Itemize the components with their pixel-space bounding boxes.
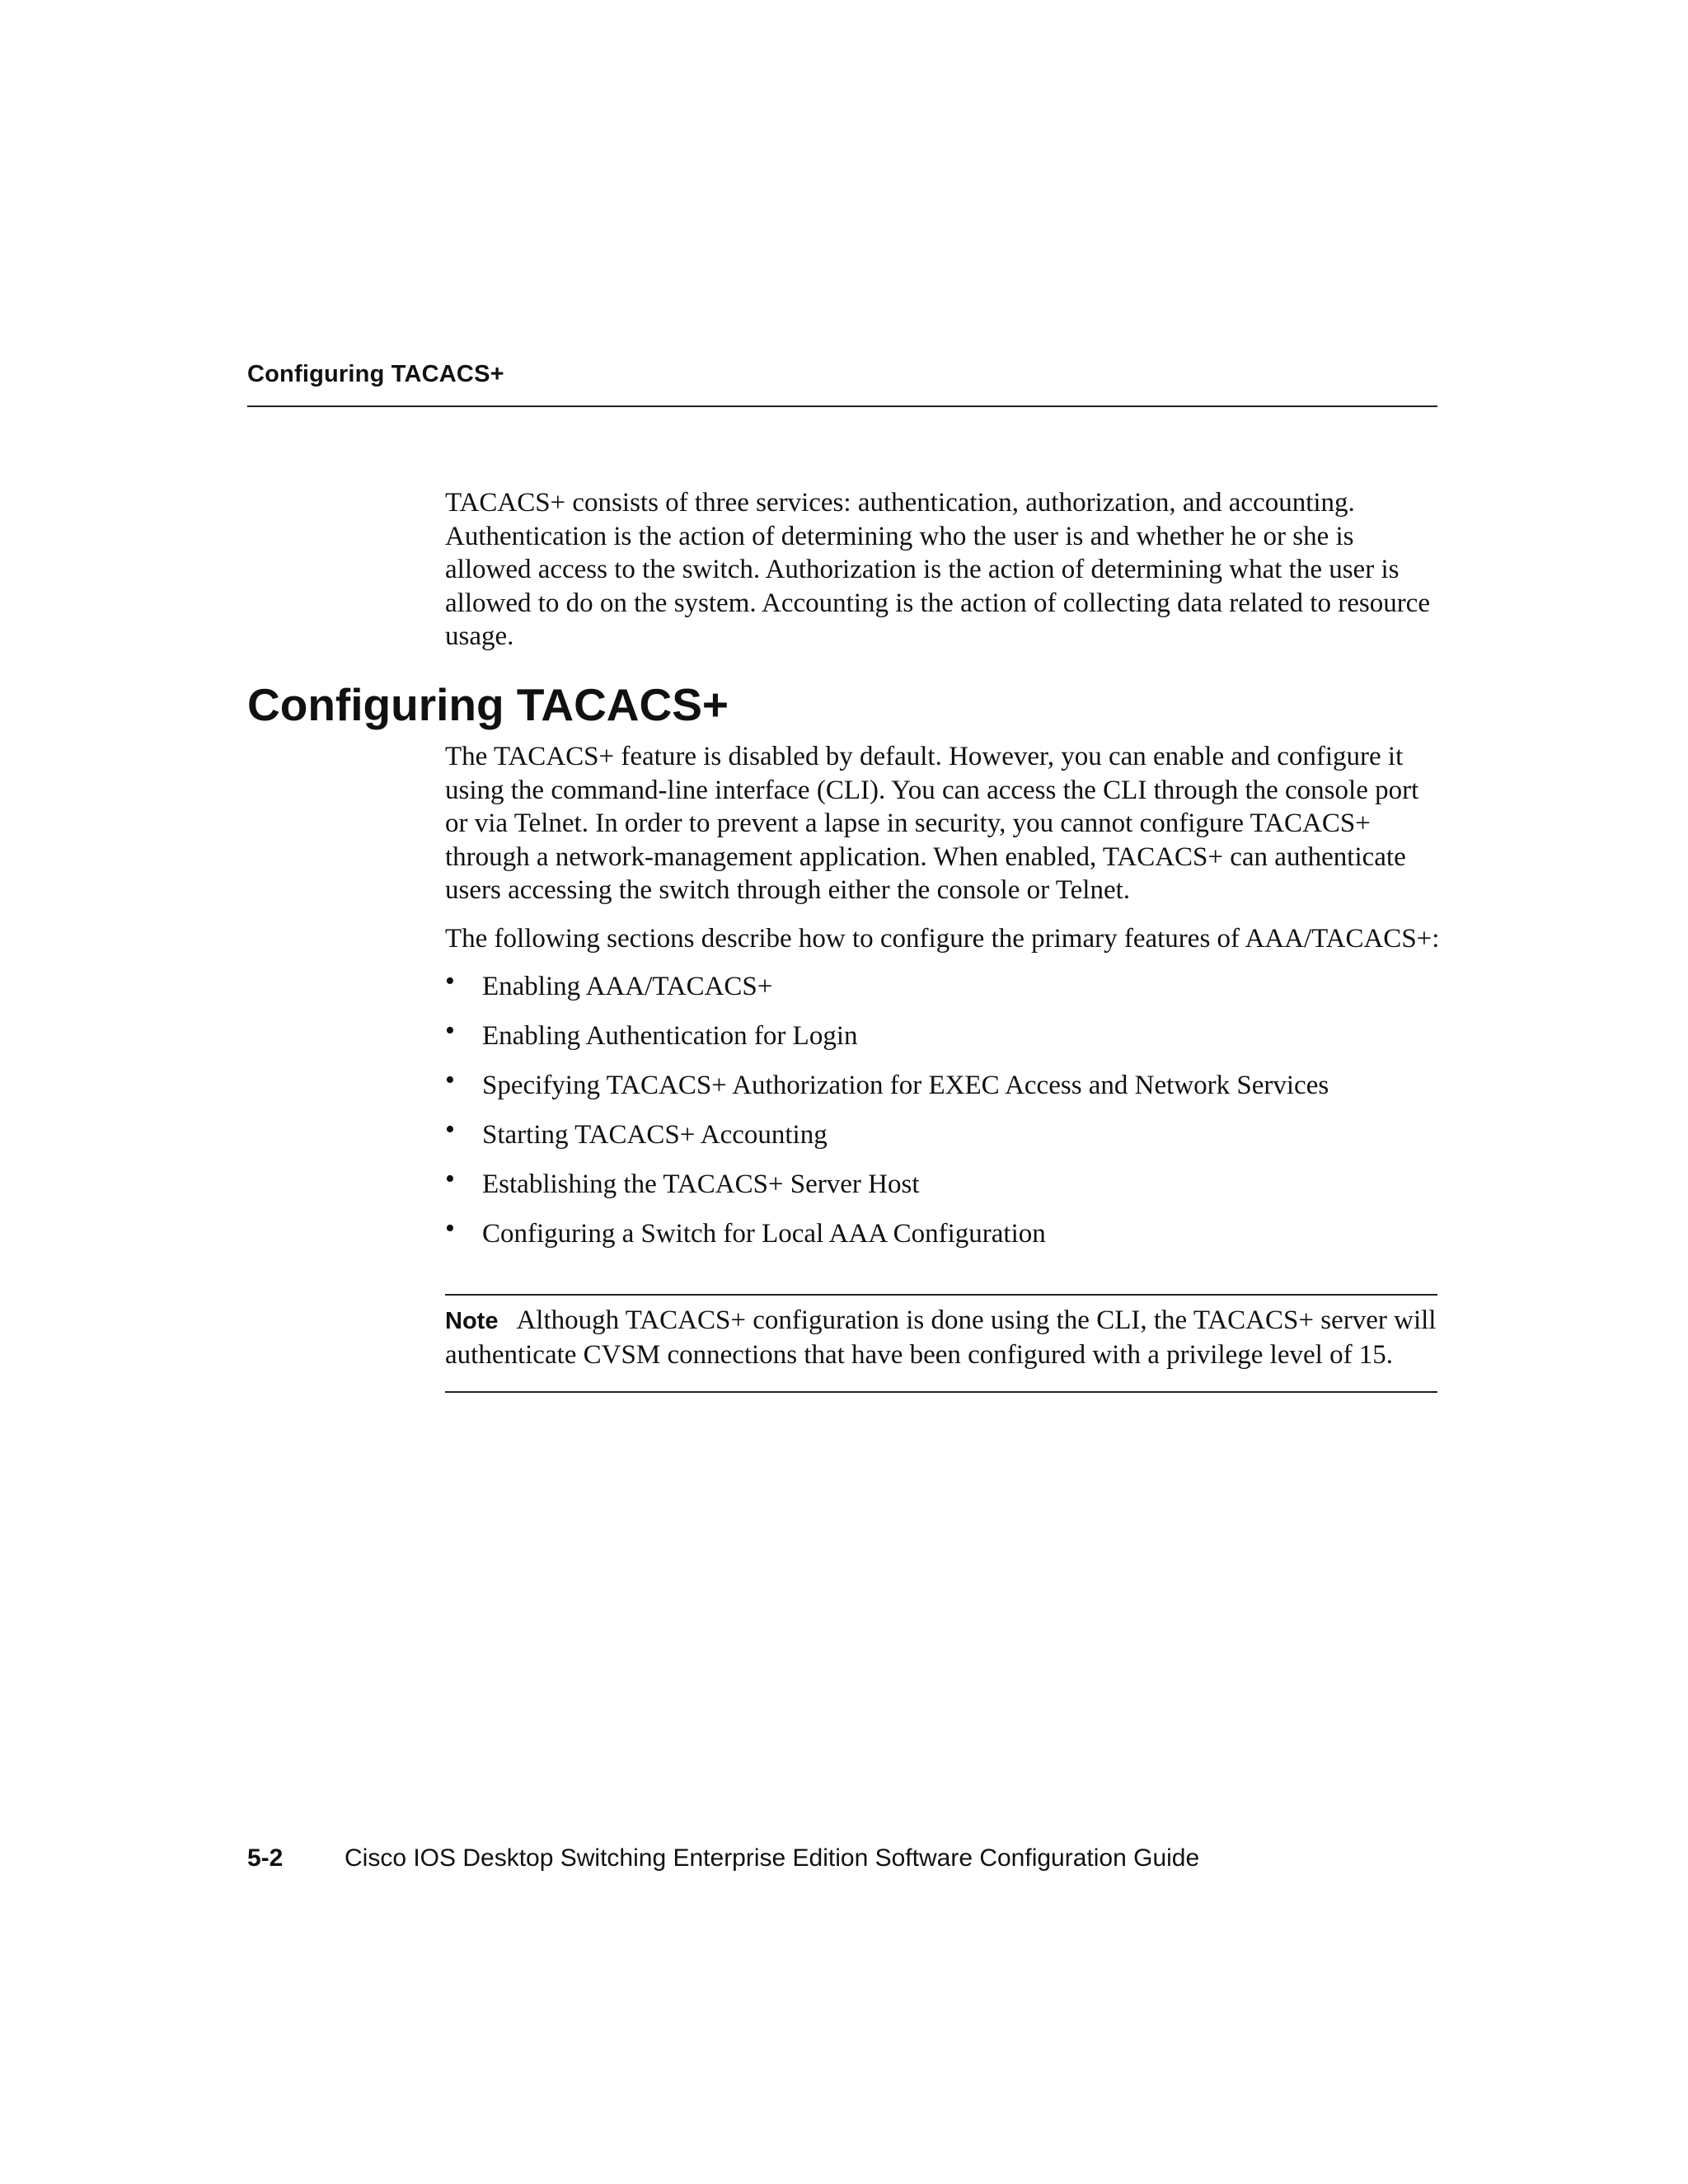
list-item-text: Starting TACACS+ Accounting (482, 1120, 828, 1150)
list-item (445, 1015, 1442, 1053)
bullet-icon: • (445, 1114, 455, 1145)
section-heading: Configuring TACACS+ (247, 679, 729, 730)
list-item (445, 1114, 1442, 1152)
bullet-icon: • (445, 1164, 455, 1194)
note-box (445, 1294, 1437, 1393)
list-item (445, 1164, 1442, 1202)
list-item-text: Establishing the TACACS+ Server Host (482, 1169, 920, 1199)
list-item (445, 966, 1442, 1004)
list-item (445, 1065, 1442, 1103)
note-label: Note (445, 1308, 499, 1334)
list-item-text: Specifying TACACS+ Authorization for EXEC Access and Network Services (482, 1071, 1329, 1100)
bullet-icon: • (445, 1213, 455, 1244)
list-item-text: Enabling AAA/TACACS+ (482, 972, 773, 1001)
list-item-text: Configuring a Switch for Local AAA Configuration (482, 1219, 1046, 1249)
section-paragraph-1: The TACACS+ feature is disabled by default. However, you can enable and configure it using the command-line interface (CLI). You can access the CLI through the console port or via Telnet. In order to prevent a lapse in security, you cannot configure TACACS+ through a network-management application. When enabled, TACACS+ can authenticate users accessing the switch through either the console or Telnet. (445, 742, 1419, 905)
header-rule (247, 405, 1437, 407)
bullet-icon: • (445, 1065, 455, 1095)
list-item-text: Enabling Authentication for Login (482, 1021, 858, 1051)
bullet-icon: • (445, 966, 455, 996)
section-paragraph-2: The following sections describe how to configure the primary features of AAA/TACACS+: (445, 923, 1440, 954)
section-body (445, 740, 1442, 1267)
feature-list (445, 966, 1442, 1251)
footer-page-number: 5-2 (247, 1844, 284, 1872)
running-header: Configuring TACACS+ (247, 361, 504, 387)
list-item (445, 1213, 1442, 1251)
note-text: Although TACACS+ configuration is done using the CLI, the TACACS+ server will authenticate CVSM connections that have been configured with a privilege level of 15. (445, 1305, 1437, 1370)
intro-paragraph: TACACS+ consists of three services: authentication, authorization, and accounting. Authentication is the action of determining who the user is and whether he or she is allowed access to the switch. Authorization is the action of determining what the user is allowed to do on the system. Accounting is the action of collecting data related to resource usage. (445, 488, 1430, 651)
bullet-icon: • (445, 1015, 455, 1046)
footer-book-title: Cisco IOS Desktop Switching Enterprise Edition Software Configuration Guide (345, 1844, 1200, 1872)
